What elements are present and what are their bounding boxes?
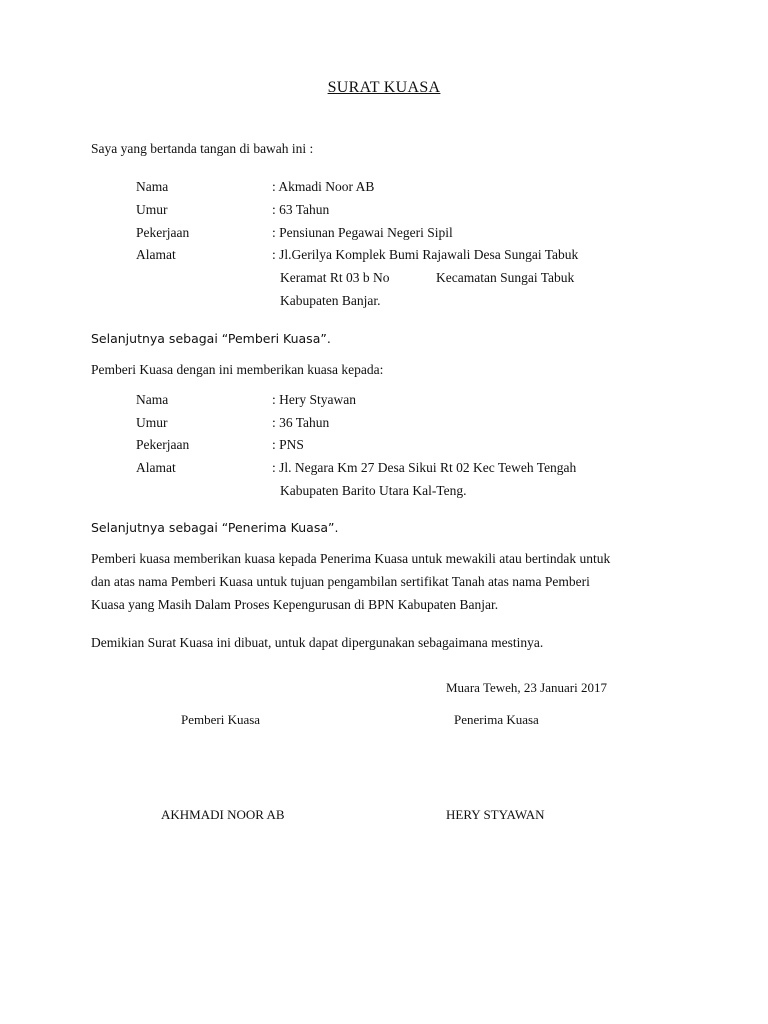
penerima-label-pekerjaan: Pekerjaan: [136, 437, 190, 452]
pemberi-value-pekerjaan: : Pensiunan Pegawai Negeri Sipil: [272, 225, 453, 240]
body-line-1: Pemberi kuasa memberikan kuasa kepada Penerima Kuasa untuk mewakili atau bertindak untuk: [91, 551, 611, 566]
pemberi-address-line2b: Kecamatan Sungai Tabuk: [436, 270, 575, 285]
pemberi-value-alamat: : Jl.Gerilya Komplek Bumi Rajawali Desa Sungai Tabuk: [272, 247, 579, 262]
pemberi-value-nama: : Akmadi Noor AB: [272, 179, 375, 194]
place-date: Muara Teweh, 23 Januari 2017: [446, 680, 607, 695]
intro-text: Saya yang bertanda tangan di bawah ini :: [91, 141, 314, 156]
penerima-label-umur: Umur: [136, 415, 168, 430]
document-title: SURAT KUASA: [327, 79, 441, 96]
penerima-value-umur: : 36 Tahun: [272, 415, 330, 430]
closing-text: Demikian Surat Kuasa ini dibuat, untuk dapat dipergunakan sebagaimana mestinya.: [91, 635, 544, 650]
penerima-value-pekerjaan: : PNS: [272, 437, 304, 452]
penerima-label-alamat: Alamat: [136, 460, 176, 475]
signature-right-role: Penerima Kuasa: [454, 712, 539, 727]
pemberi-label-alamat: Alamat: [136, 247, 176, 262]
selanjutnya-penerima: Selanjutnya sebagai “Penerima Kuasa”.: [91, 520, 339, 535]
body-line-3: Kuasa yang Masih Dalam Proses Kepengurusan di BPN Kabupaten Banjar.: [91, 597, 499, 612]
penerima-label-nama: Nama: [136, 392, 169, 407]
pemberi-address-line3: Kabupaten Banjar.: [280, 293, 381, 308]
signature-left-name: AKHMADI NOOR AB: [161, 807, 285, 822]
penerima-value-alamat: : Jl. Negara Km 27 Desa Sikui Rt 02 Kec Teweh Tengah: [272, 460, 577, 475]
pemberi-label-nama: Nama: [136, 179, 169, 194]
signature-left-role: Pemberi Kuasa: [181, 712, 261, 727]
selanjutnya-pemberi: Selanjutnya sebagai “Pemberi Kuasa”.: [91, 331, 331, 346]
pemberi-value-umur: : 63 Tahun: [272, 202, 330, 217]
pemberi-label-pekerjaan: Pekerjaan: [136, 225, 190, 240]
pemberi-label-umur: Umur: [136, 202, 168, 217]
penerima-address-line2: Kabupaten Barito Utara Kal-Teng.: [280, 483, 467, 498]
pemberi-statement: Pemberi Kuasa dengan ini memberikan kuasa kepada:: [91, 362, 384, 377]
signature-right-name: HERY STYAWAN: [446, 807, 545, 822]
penerima-value-nama: : Hery Styawan: [272, 392, 356, 407]
body-line-2: dan atas nama Pemberi Kuasa untuk tujuan pengambilan sertifikat Tanah atas nama Pemberi: [91, 574, 590, 589]
pemberi-address-line2a: Keramat Rt 03 b No: [280, 270, 390, 285]
